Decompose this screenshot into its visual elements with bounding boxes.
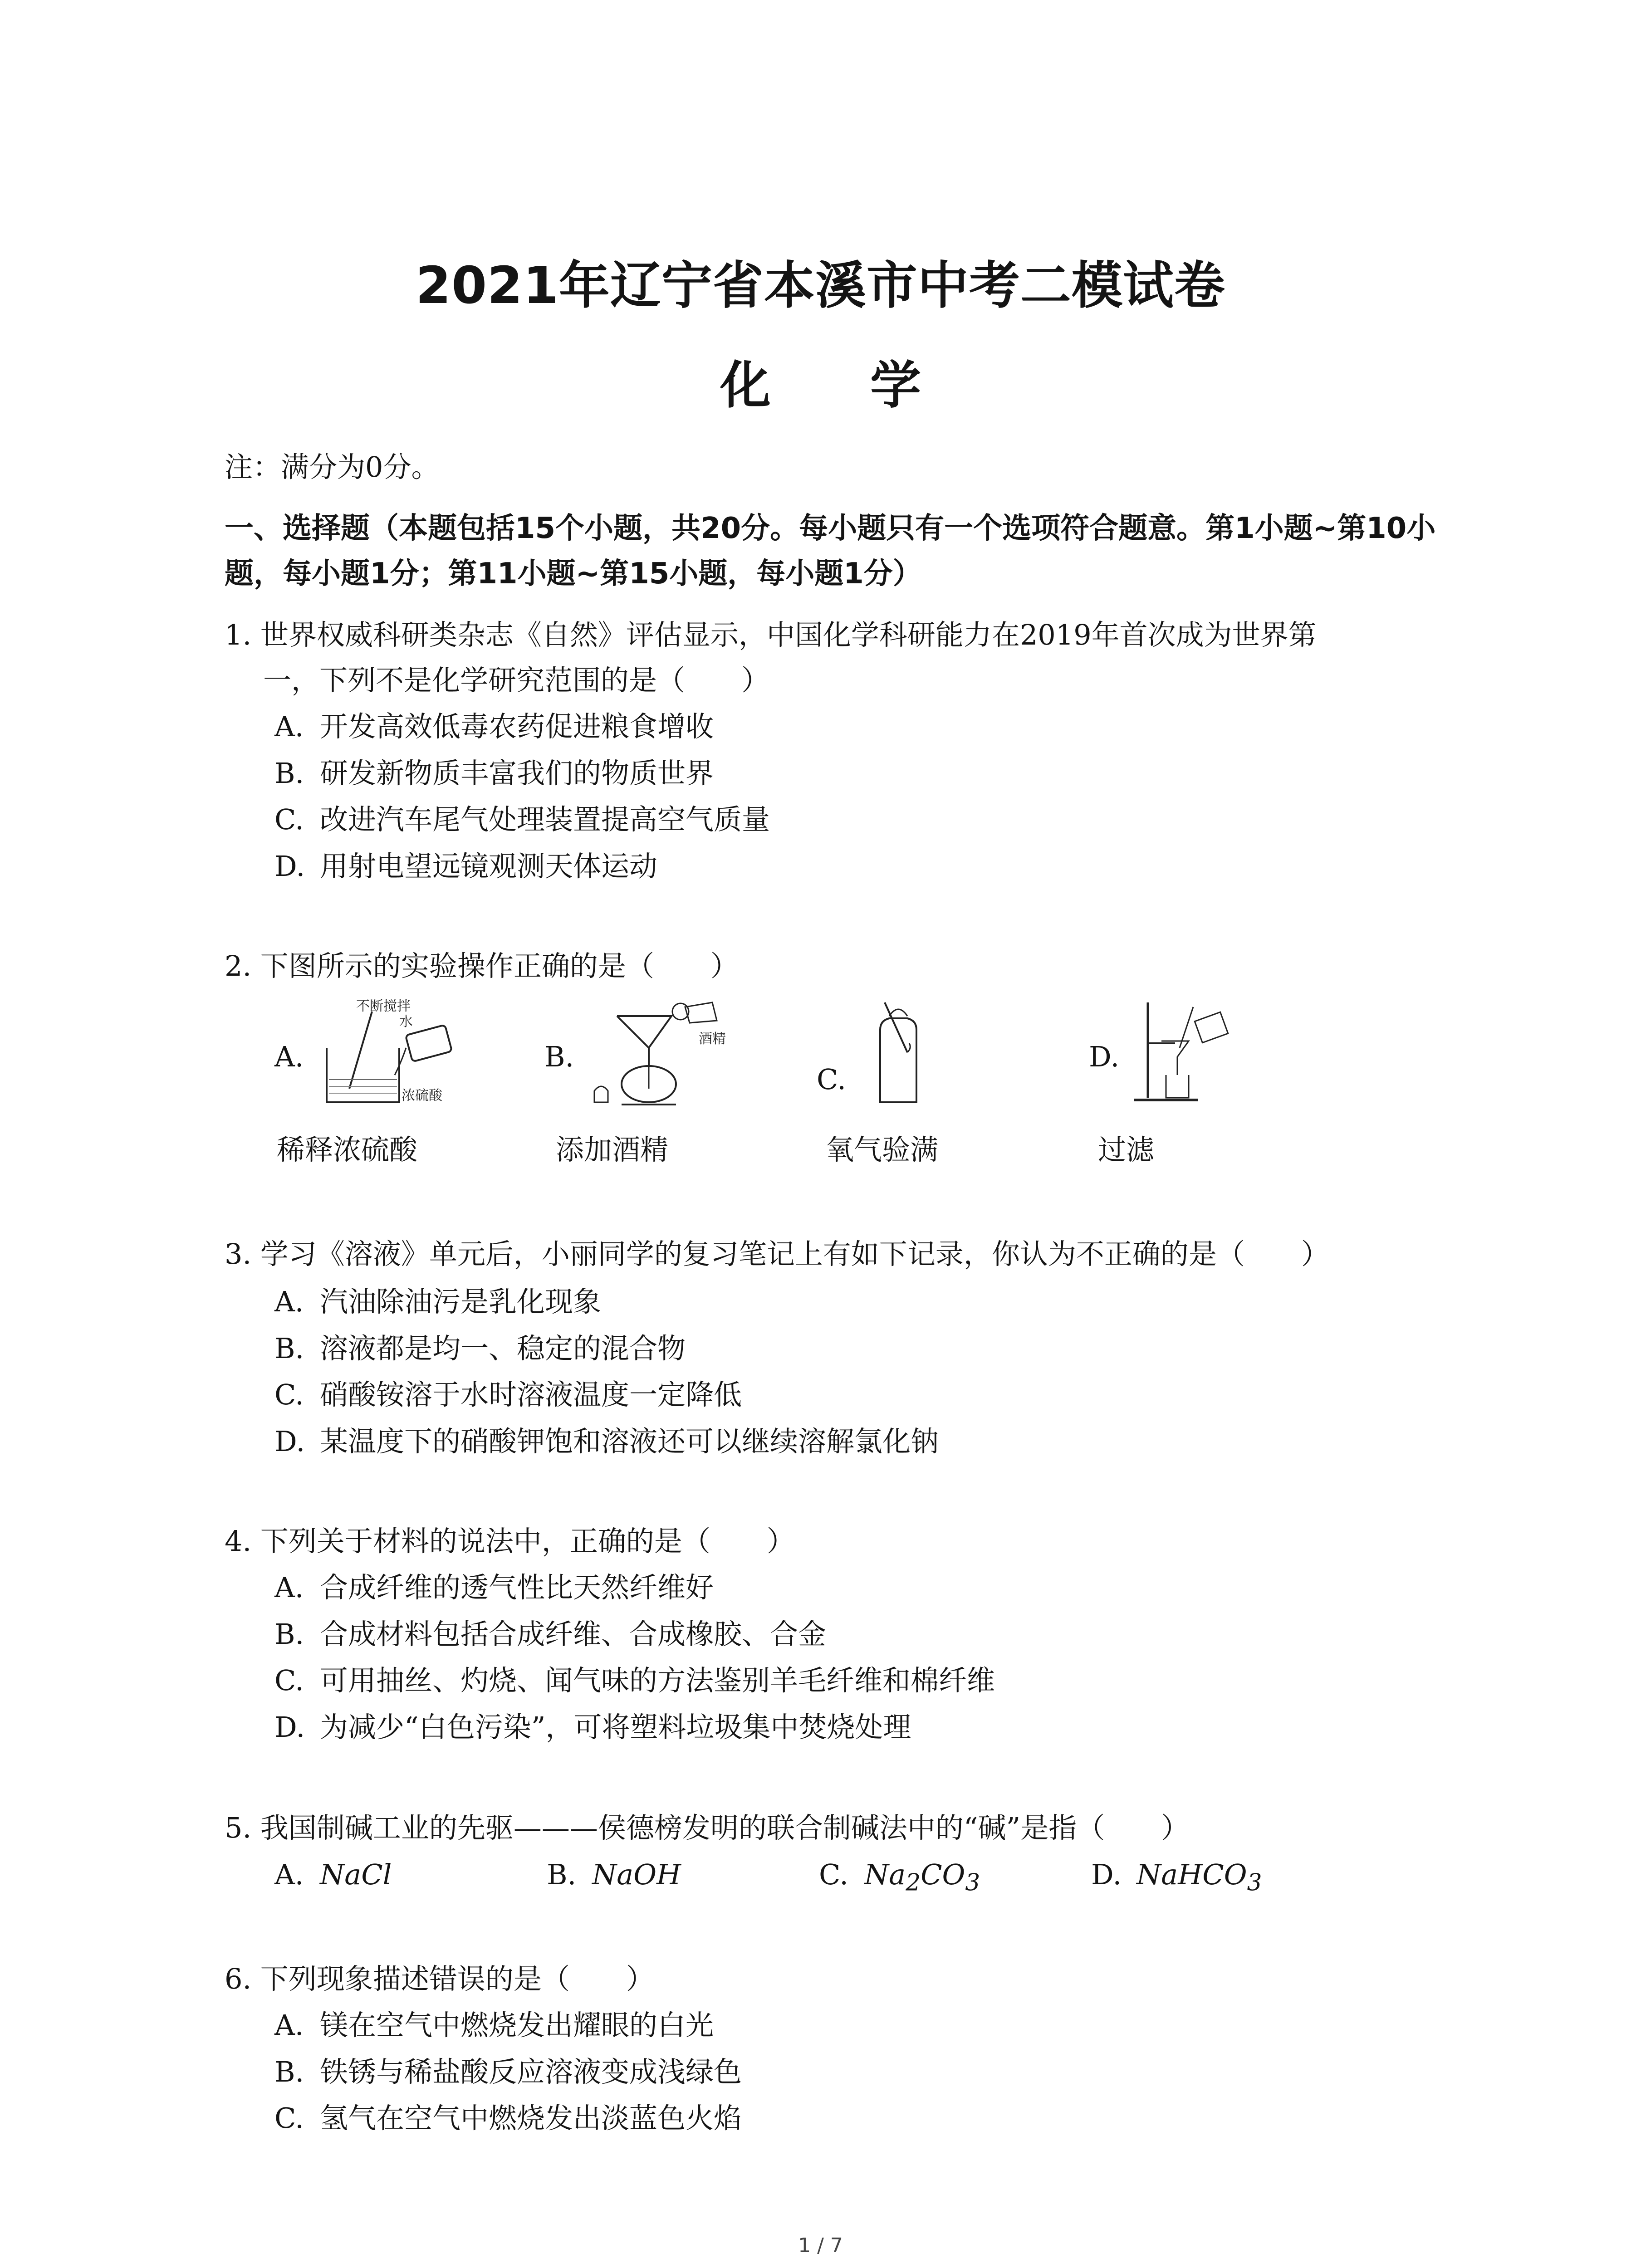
figure-a-letter: A. (274, 1040, 304, 1073)
option-d: D. 某温度下的硝酸钾饱和溶液还可以继续溶解氯化钠 (274, 1425, 939, 1458)
question-stem: 3. 学习《溶液》单元后，小丽同学的复习笔记上有如下记录，你认为不正确的是（ ） (225, 1237, 1329, 1271)
option-c: C. 氢气在空气中燃烧发出淡蓝色火焰 (274, 2102, 742, 2135)
figure-a-caption: 稀释浓硫酸 (277, 1133, 418, 1166)
subject-title: 化 学 (720, 356, 962, 415)
question-stem: 5. 我国制碱工业的先驱———侯德榜发明的联合制碱法中的“碱”是指（ ） (225, 1811, 1190, 1844)
page-number: 1 / 7 (798, 2234, 843, 2257)
option-b: B. 研发新物质丰富我们的物质世界 (274, 757, 714, 790)
option-d: D. 为减少“白色污染”，可将塑料垃圾集中焚烧处理 (274, 1711, 911, 1744)
option-d: D. 用射电望远镜观测天体运动 (274, 850, 658, 883)
figure-label: 不断搅拌 (356, 998, 411, 1014)
dilute-sulfuric-acid-figure (318, 998, 463, 1107)
add-alcohol-figure (590, 998, 753, 1107)
figure-c-letter: C. (817, 1063, 846, 1096)
page-title: 2021年辽宁省本溪市中考二模试卷 (416, 256, 1225, 315)
option-a: A. 汽油除油污是乳化现象 (274, 1285, 602, 1318)
oxygen-test-figure (862, 998, 935, 1107)
section-heading-line-1: 一、选择题（本题包括15个小题，共20分。每小题只有一个选项符合题意。第1小题~第10小 (225, 512, 1436, 545)
option-b: B. 溶液都是均一、稳定的混合物 (274, 1332, 686, 1365)
figure-c-caption: 氧气验满 (826, 1133, 939, 1166)
option-a: A. 合成纤维的透气性比天然纤维好 (274, 1571, 714, 1604)
option-b: B. NaOH (547, 1858, 681, 1891)
question-stem-continued: 一，下列不是化学研究范围的是（ ） (263, 664, 770, 697)
figure-label: 水 (399, 1014, 413, 1030)
option-a: A. 开发高效低毒农药促进粮食增收 (274, 710, 714, 743)
filtration-figure (1130, 998, 1248, 1107)
option-c: C. 可用抽丝、灼烧、闻气味的方法鉴别羊毛纤维和棉纤维 (274, 1664, 995, 1697)
option-a: A. NaCl (274, 1858, 392, 1891)
section-heading-line-2: 题，每小题1分；第11小题~第15小题，每小题1分） (225, 557, 922, 591)
figure-b-letter: B. (544, 1040, 574, 1073)
option-c: C. $Na_2CO_3$ (819, 1858, 980, 1897)
figure-d-caption: 过滤 (1098, 1133, 1155, 1166)
figure-d-letter: D. (1089, 1040, 1120, 1073)
figure-label: 浓硫酸 (402, 1088, 442, 1104)
score-note: 注：满分为0分。 (225, 450, 440, 484)
question-stem: 4. 下列关于材料的说法中，正确的是（ ） (225, 1525, 795, 1558)
option-c: C. 硝酸铵溶于水时溶液温度一定降低 (274, 1378, 742, 1411)
figure-label: 酒精 (699, 1031, 726, 1047)
figure-b-caption: 添加酒精 (556, 1133, 669, 1166)
question-stem: 6. 下列现象描述错误的是（ ） (225, 1962, 654, 1995)
option-c: C. 改进汽车尾气处理装置提高空气质量 (274, 803, 770, 836)
question-stem: 1. 世界权威科研类杂志《自然》评估显示，中国化学科研能力在2019年首次成为世界第 (225, 618, 1317, 651)
option-b: B. 合成材料包括合成纤维、合成橡胶、合金 (274, 1618, 827, 1651)
option-a: A. 镁在空气中燃烧发出耀眼的白光 (274, 2009, 714, 2042)
question-stem: 2. 下图所示的实验操作正确的是（ ） (225, 949, 739, 982)
option-b: B. 铁锈与稀盐酸反应溶液变成浅绿色 (274, 2055, 742, 2088)
option-d: D. NaHCO$_3$ (1091, 1858, 1262, 1897)
